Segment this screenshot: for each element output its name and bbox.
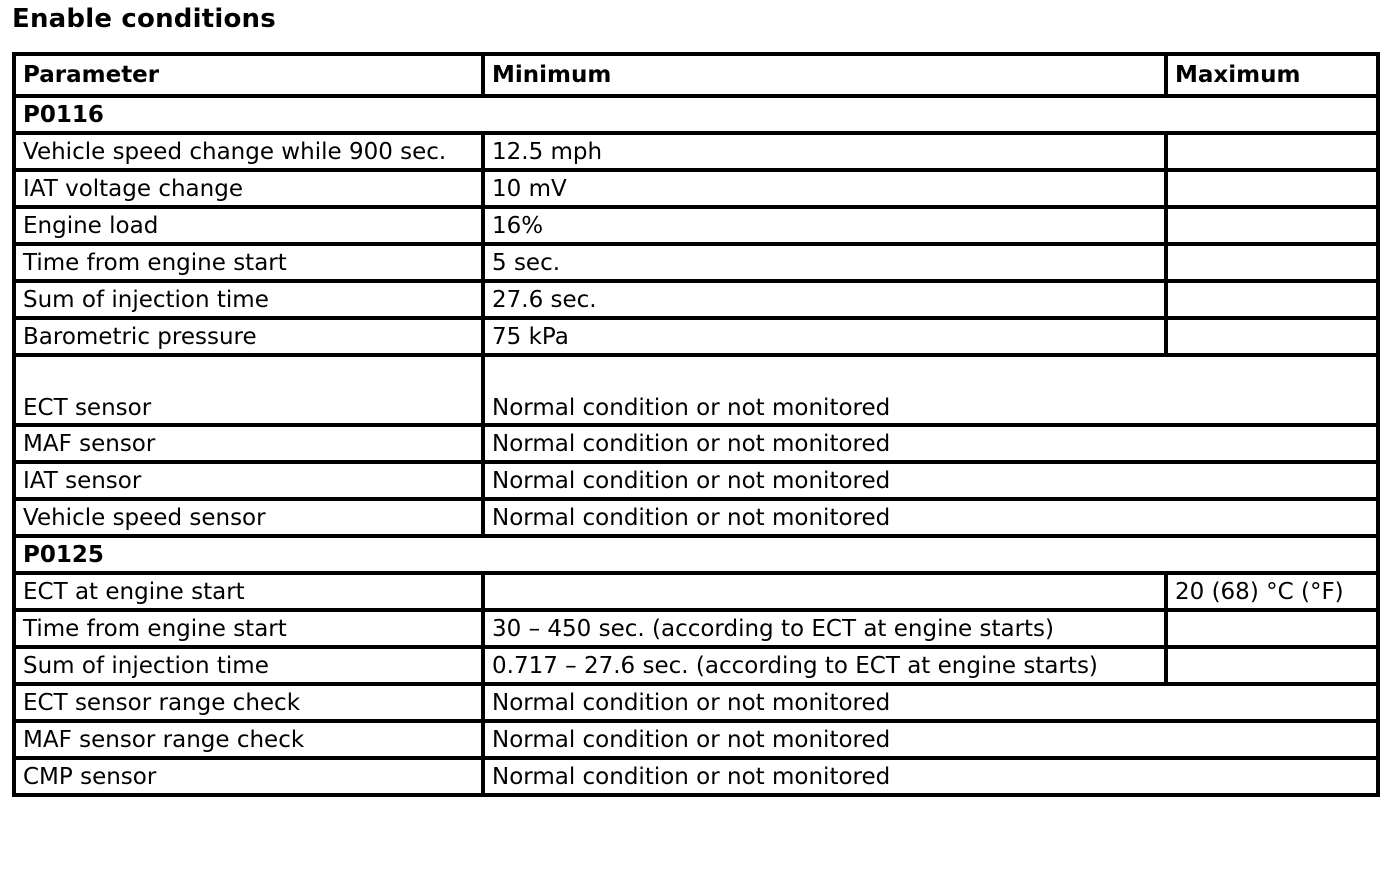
parameter-cell: ECT at engine start <box>14 573 483 610</box>
minimum-cell: 30 – 450 sec. (according to ECT at engine starts) <box>483 610 1166 647</box>
table-row <box>14 684 1378 721</box>
minimum-cell: 10 mV <box>483 170 1166 207</box>
table-row <box>14 133 1378 170</box>
maximum-cell <box>1166 281 1378 318</box>
table-row <box>14 318 1378 355</box>
group-row-p0125 <box>14 536 1378 573</box>
parameter-cell: Time from engine start <box>14 244 483 281</box>
table-row <box>14 355 1378 425</box>
table-row <box>14 721 1378 758</box>
group-row-p0116 <box>14 96 1378 133</box>
table-row <box>14 758 1378 795</box>
minimum-cell: 12.5 mph <box>483 133 1166 170</box>
maximum-cell <box>1166 610 1378 647</box>
table-row <box>14 462 1378 499</box>
table-row <box>14 647 1378 684</box>
parameter-cell: CMP sensor <box>14 758 483 795</box>
header-maximum: Maximum <box>1166 54 1378 96</box>
parameter-cell: Vehicle speed sensor <box>14 499 483 536</box>
maximum-cell <box>1166 647 1378 684</box>
parameter-cell: Time from engine start <box>14 610 483 647</box>
enable-conditions-table <box>12 52 1380 797</box>
maximum-cell <box>1166 133 1378 170</box>
table-row <box>14 499 1378 536</box>
parameter-cell: Sum of injection time <box>14 647 483 684</box>
table-row <box>14 244 1378 281</box>
parameter-cell: IAT voltage change <box>14 170 483 207</box>
minimum-cell: 16% <box>483 207 1166 244</box>
minimum-cell <box>483 573 1166 610</box>
parameter-cell: IAT sensor <box>14 462 483 499</box>
minimum-cell: 5 sec. <box>483 244 1166 281</box>
minimum-cell: 0.717 – 27.6 sec. (according to ECT at engine starts) <box>483 647 1166 684</box>
table-row <box>14 207 1378 244</box>
condition-cell: Normal condition or not monitored <box>483 499 1378 536</box>
table-row <box>14 281 1378 318</box>
table-row <box>14 573 1378 610</box>
page-title: Enable conditions <box>12 4 276 34</box>
parameter-cell: ECT sensor <box>14 355 483 425</box>
condition-cell: Normal condition or not monitored <box>483 355 1378 425</box>
minimum-cell: 75 kPa <box>483 318 1166 355</box>
maximum-cell <box>1166 207 1378 244</box>
header-row <box>14 54 1378 96</box>
maximum-cell <box>1166 170 1378 207</box>
maximum-cell <box>1166 244 1378 281</box>
group-code: P0116 <box>14 96 1378 133</box>
table-row <box>14 425 1378 462</box>
header-parameter: Parameter <box>14 54 483 96</box>
condition-cell: Normal condition or not monitored <box>483 425 1378 462</box>
parameter-cell: MAF sensor <box>14 425 483 462</box>
parameter-cell: MAF sensor range check <box>14 721 483 758</box>
condition-cell: Normal condition or not monitored <box>483 462 1378 499</box>
condition-cell: Normal condition or not monitored <box>483 684 1378 721</box>
condition-cell: Normal condition or not monitored <box>483 721 1378 758</box>
table-row <box>14 170 1378 207</box>
header-minimum: Minimum <box>483 54 1166 96</box>
parameter-cell: Vehicle speed change while 900 sec. <box>14 133 483 170</box>
table-row <box>14 610 1378 647</box>
condition-cell: Normal condition or not monitored <box>483 758 1378 795</box>
maximum-cell <box>1166 318 1378 355</box>
minimum-cell: 27.6 sec. <box>483 281 1166 318</box>
maximum-cell: 20 (68) °C (°F) <box>1166 573 1378 610</box>
group-code: P0125 <box>14 536 1378 573</box>
parameter-cell: Sum of injection time <box>14 281 483 318</box>
parameter-cell: Barometric pressure <box>14 318 483 355</box>
parameter-cell: ECT sensor range check <box>14 684 483 721</box>
parameter-cell: Engine load <box>14 207 483 244</box>
